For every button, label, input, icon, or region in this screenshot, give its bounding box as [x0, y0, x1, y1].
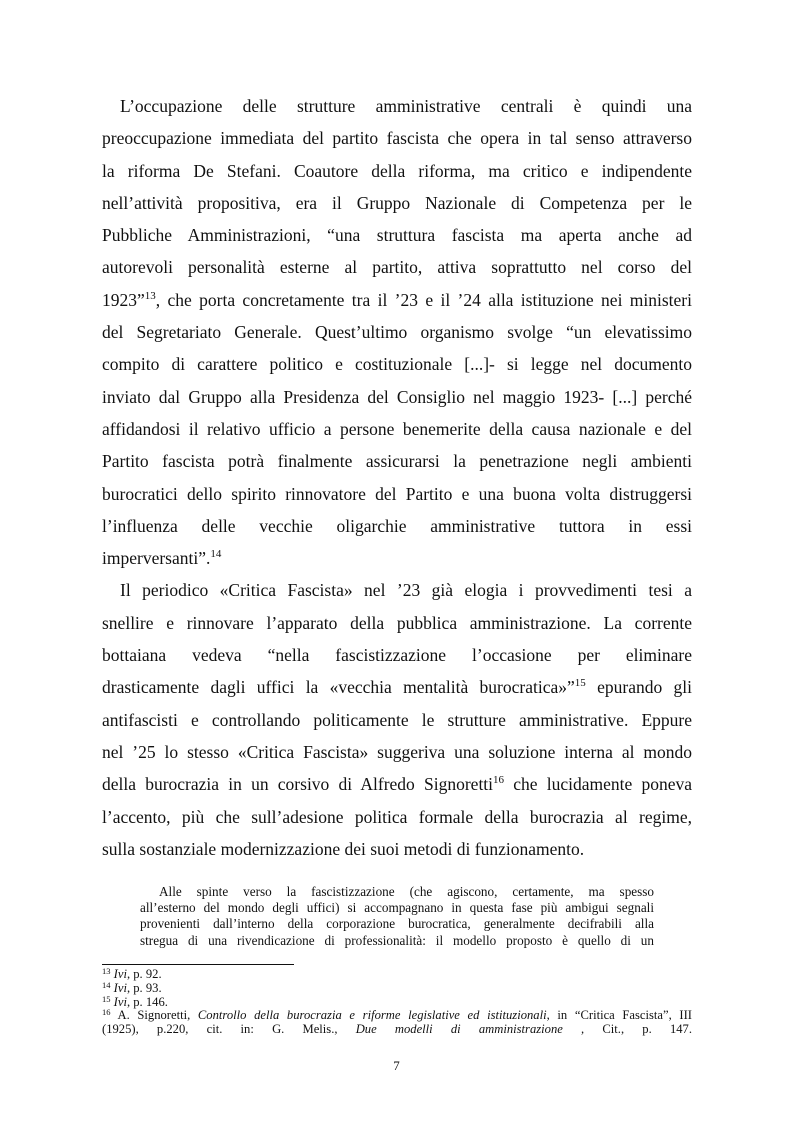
- text-line: [102, 316, 692, 348]
- text-line: [102, 639, 692, 671]
- text-run: 1923”: [102, 289, 145, 310]
- footnote-ref: 14: [210, 548, 222, 561]
- footnote-number: 15: [102, 993, 111, 1004]
- footnote-ref: 15: [574, 677, 586, 690]
- text-run: compito di carattere politico e costituzionale [...]- si legge nel documento: [102, 354, 692, 375]
- text-line: [102, 704, 692, 736]
- text-line: [102, 445, 692, 477]
- footnote-text: , in “Critica Fascista”, III: [546, 1008, 692, 1023]
- text-line: [102, 284, 692, 316]
- footnote-source: Ivi: [113, 967, 127, 981]
- footnote-title: Due modelli di amministrazione ,: [355, 1022, 585, 1037]
- footnote-16: [102, 1009, 692, 1037]
- text-line: [102, 671, 692, 703]
- text-line: [102, 381, 692, 413]
- quote-line: Alle spinte verso la fascistizzazione (che agiscono, certamente, ma spesso: [159, 884, 654, 899]
- text-run: che lucidamente poneva: [504, 774, 692, 795]
- text-run: della burocrazia in un corsivo di Alfredo Signoretti: [102, 774, 494, 795]
- text-run: del Segretariato Generale. Quest’ultimo organismo svolge “un elevatissimo: [102, 322, 692, 343]
- quote-line: provenienti dall’interno della corporazione burocratica, generalmente decifrabili alla: [140, 916, 654, 932]
- page-number: 7: [393, 1058, 400, 1073]
- text-run: preoccupazione immediata del partito fascista che opera in tal senso attraverso: [102, 128, 692, 149]
- text-run: bottaiana vedeva “nella fascistizzazione l’occasione per eliminare: [102, 645, 692, 666]
- text-line: [102, 122, 692, 154]
- quote-line: all’esterno del mondo degli uffici) si accompagnano in questa fase più ambigui segnali: [140, 900, 654, 916]
- text-run: autorevoli personalità esterne al partito, attiva soprattutto nel corso del: [102, 257, 692, 278]
- text-run: inviato dal Gruppo alla Presidenza del Consiglio nel maggio 1923- [...] perché: [102, 386, 692, 407]
- footnote-number: 16: [102, 1007, 111, 1018]
- text-run: l’influenza delle vecchie oligarchie amministrative tuttora in essi: [102, 515, 692, 536]
- footnote-text: , p. 92.: [126, 967, 162, 981]
- body-text: [102, 90, 692, 865]
- text-run: Partito fascista potrà finalmente assicurarsi la penetrazione negli ambienti: [102, 451, 692, 472]
- text-run: nel ’25 lo stesso «Critica Fascista» suggeriva una soluzione interna al mondo: [102, 741, 692, 762]
- text-run: la riforma De Stefani. Coautore della riforma, ma critico e indipendente: [102, 160, 692, 181]
- block-quote: [140, 884, 654, 949]
- footnote-title: Controllo della burocrazia e riforme legislative ed istituzionali: [197, 1008, 547, 1023]
- footnotes: [102, 968, 692, 1037]
- text-line: [102, 833, 692, 865]
- footnote-13: [102, 968, 692, 982]
- text-line: [102, 574, 692, 606]
- text-run: L’occupazione delle strutture amministrative centrali è quindi una: [120, 96, 692, 116]
- paragraph-2: [102, 574, 692, 865]
- footnote-source: Ivi: [113, 994, 127, 1009]
- text-line: [102, 510, 692, 542]
- text-line: [102, 801, 692, 833]
- text-line: [102, 768, 692, 800]
- text-line: [102, 736, 692, 768]
- footnote-text: Cit., p. 147.: [584, 1022, 693, 1037]
- text-line: [102, 251, 692, 283]
- text-run: drasticamente dagli uffici la «vecchia mentalità burocratica»”: [102, 677, 575, 698]
- text-line: [102, 187, 692, 219]
- footnote-text: (1925), p.220, cit. in: G. Melis.,: [102, 1022, 356, 1037]
- text-line: [102, 348, 692, 380]
- text-run: nell’attività propositiva, era il Gruppo Nazionale di Competenza per le: [102, 192, 692, 213]
- text-line: [102, 155, 692, 187]
- footnote-number: 14: [102, 979, 111, 990]
- text-run: , che porta concretamente tra il ’23 e il ’24 alla istituzione nei ministeri: [155, 289, 692, 310]
- text-run: imperversanti”.: [102, 548, 211, 569]
- footnote-number: 13: [102, 966, 111, 976]
- text-line: [102, 90, 692, 122]
- footnote-separator: [102, 964, 294, 965]
- text-line: [102, 542, 692, 574]
- text-run: Pubbliche Amministrazioni, “una struttura fascista ma aperta anche ad: [102, 225, 692, 246]
- footnote-source: Ivi: [113, 980, 127, 995]
- text-line: [102, 607, 692, 639]
- text-run: snellire e rinnovare l’apparato della pubblica amministrazione. La corrente: [102, 612, 692, 633]
- footnote-text: , p. 146.: [126, 994, 168, 1009]
- text-run: Il periodico «Critica Fascista» nel ’23 già elogia i provvedimenti tesi a: [120, 580, 692, 601]
- text-line: [102, 219, 692, 251]
- text-run: affidandosi il relativo ufficio a persone benemerite della causa nazionale e del: [102, 418, 692, 439]
- footnote-ref: 16: [493, 774, 505, 787]
- footnote-text: A. Signoretti,: [110, 1008, 198, 1023]
- text-run: sulla sostanziale modernizzazione dei suoi metodi di funzionamento.: [102, 838, 585, 859]
- text-run: burocratici dello spirito rinnovatore del Partito e una buona volta distruggersi: [102, 483, 692, 504]
- footnote-ref: 13: [144, 289, 156, 302]
- text-run: epurando gli: [585, 677, 692, 698]
- text-run: antifascisti e controllando politicamente le strutture amministrative. Eppure: [102, 709, 692, 730]
- text-run: l’accento, più che sull’adesione politica formale della burocrazia al regime,: [102, 806, 692, 827]
- footnote-text: , p. 93.: [126, 980, 162, 995]
- text-line: [102, 478, 692, 510]
- paragraph-1: [102, 90, 692, 574]
- quote-line: stregua di una rivendicazione di professionalità: il modello proposto è quello di un: [140, 932, 654, 948]
- footnote-14: [102, 979, 692, 996]
- text-line: [102, 413, 692, 445]
